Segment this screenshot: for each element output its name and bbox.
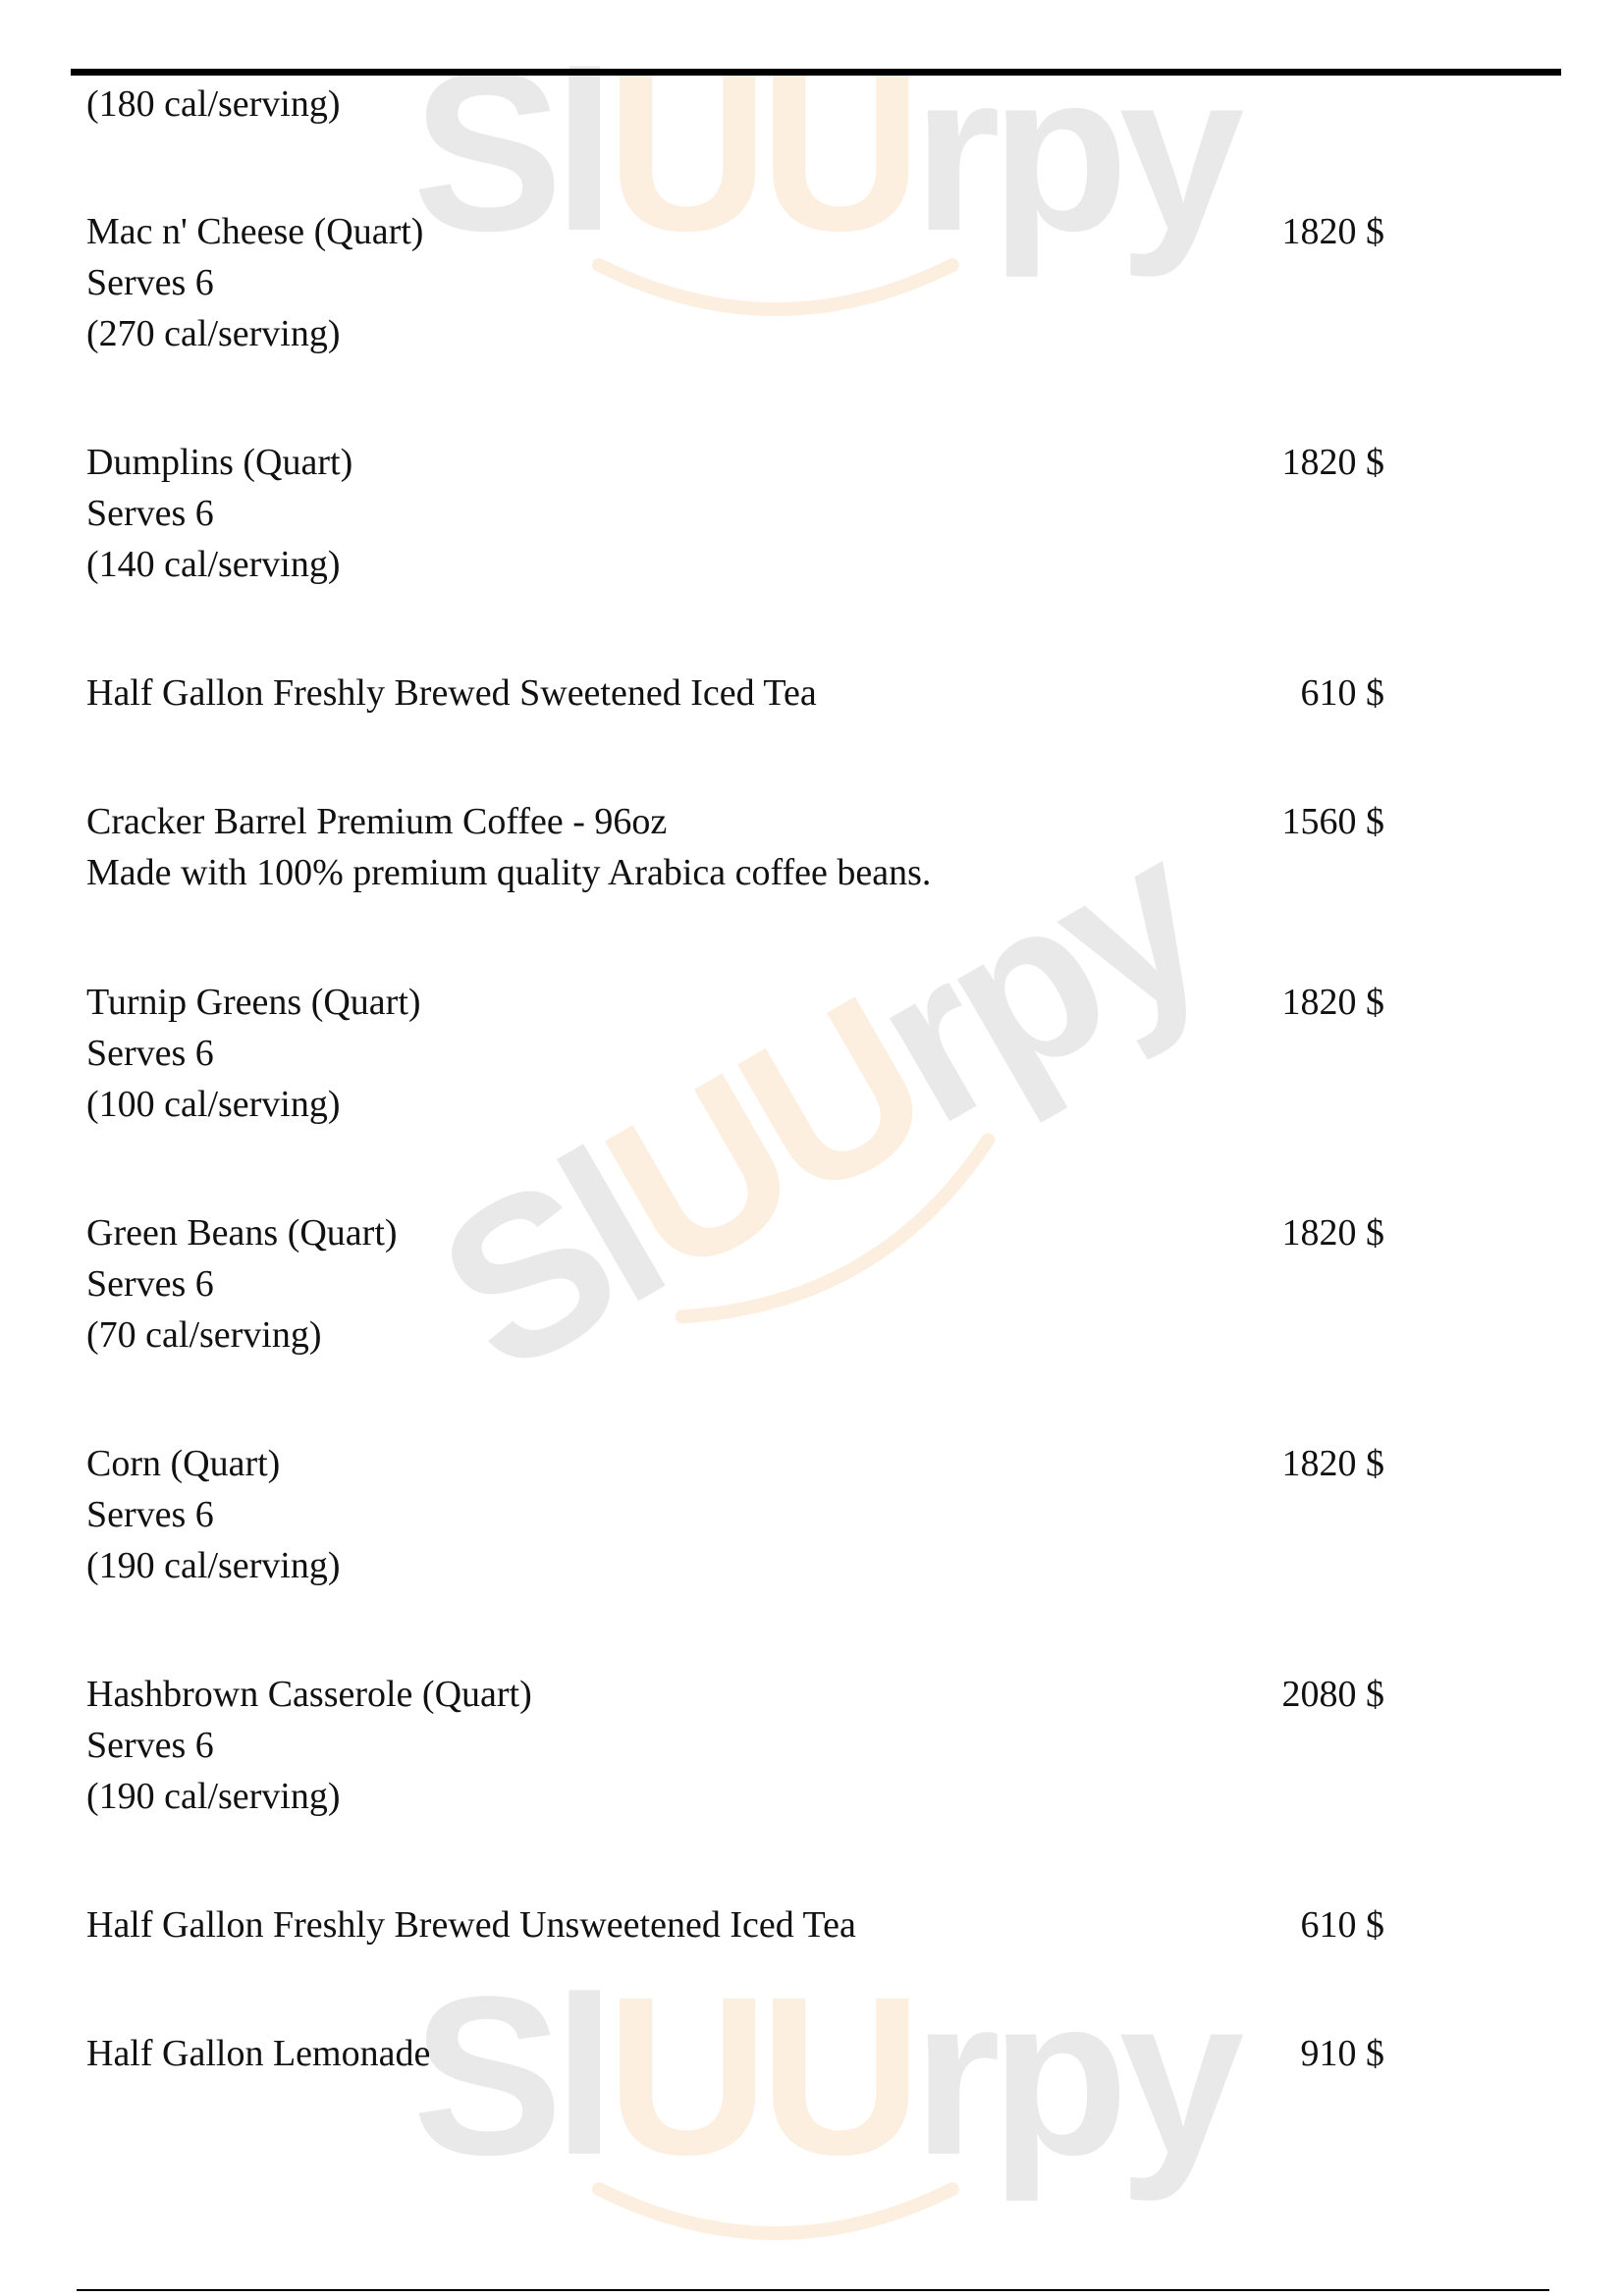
smile-icon [589, 245, 962, 334]
item-description: Made with 100% premium quality Arabica coffee beans. [86, 852, 932, 893]
item-calories: (140 cal/serving) [86, 544, 341, 585]
smile-icon [664, 1118, 1031, 1381]
bottom-divider [77, 2289, 1549, 2291]
item-name: Cracker Barrel Premium Coffee - 96oz [86, 801, 668, 842]
item-calories: (190 cal/serving) [86, 1776, 341, 1817]
item-serves: Serves 6 [86, 1725, 214, 1766]
item-price: 1820 $ [1281, 442, 1384, 483]
smile-icon [589, 2169, 962, 2258]
item-name: Half Gallon Freshly Brewed Unsweetened Iced Tea [86, 1904, 856, 1946]
item-name: Mac n' Cheese (Quart) [86, 211, 424, 252]
item-price: 910 $ [1300, 2033, 1384, 2074]
item-name: Turnip Greens (Quart) [86, 982, 421, 1023]
item-calories: (190 cal/serving) [86, 1545, 341, 1586]
item-name: Dumplins (Quart) [86, 442, 353, 483]
item-name: Half Gallon Freshly Brewed Sweetened Iced Tea [86, 672, 817, 714]
item-price: 1820 $ [1281, 1443, 1384, 1484]
item-serves: Serves 6 [86, 1033, 214, 1074]
item-calories: (70 cal/serving) [86, 1314, 322, 1356]
top-divider [71, 69, 1561, 76]
item-name: Corn (Quart) [86, 1443, 281, 1484]
item-serves: Serves 6 [86, 1494, 214, 1535]
watermark-logo-top: SlUUrpy [412, 39, 1257, 363]
item-price: 610 $ [1300, 1904, 1384, 1946]
item-price: 1560 $ [1281, 801, 1384, 842]
item-serves: Serves 6 [86, 262, 214, 303]
item-name: Green Beans (Quart) [86, 1212, 398, 1254]
item-name: Half Gallon Lemonade [86, 2033, 431, 2074]
item-calories: (100 cal/serving) [86, 1084, 341, 1125]
watermark-logo-bottom: SlUUrpy [412, 1963, 1257, 2287]
item-price: 1820 $ [1281, 1212, 1384, 1254]
watermark-logo-middle: SlUUrpy [401, 791, 1239, 1421]
item-serves: Serves 6 [86, 1263, 214, 1305]
item-price: 2080 $ [1281, 1674, 1384, 1715]
item-name: Hashbrown Casserole (Quart) [86, 1674, 532, 1715]
item-price: 1820 $ [1281, 982, 1384, 1023]
item-price: 1820 $ [1281, 211, 1384, 252]
item-serves: Serves 6 [86, 493, 214, 534]
item-price: 610 $ [1300, 672, 1384, 714]
continued-calories: (180 cal/serving) [86, 83, 341, 125]
item-calories: (270 cal/serving) [86, 313, 341, 354]
